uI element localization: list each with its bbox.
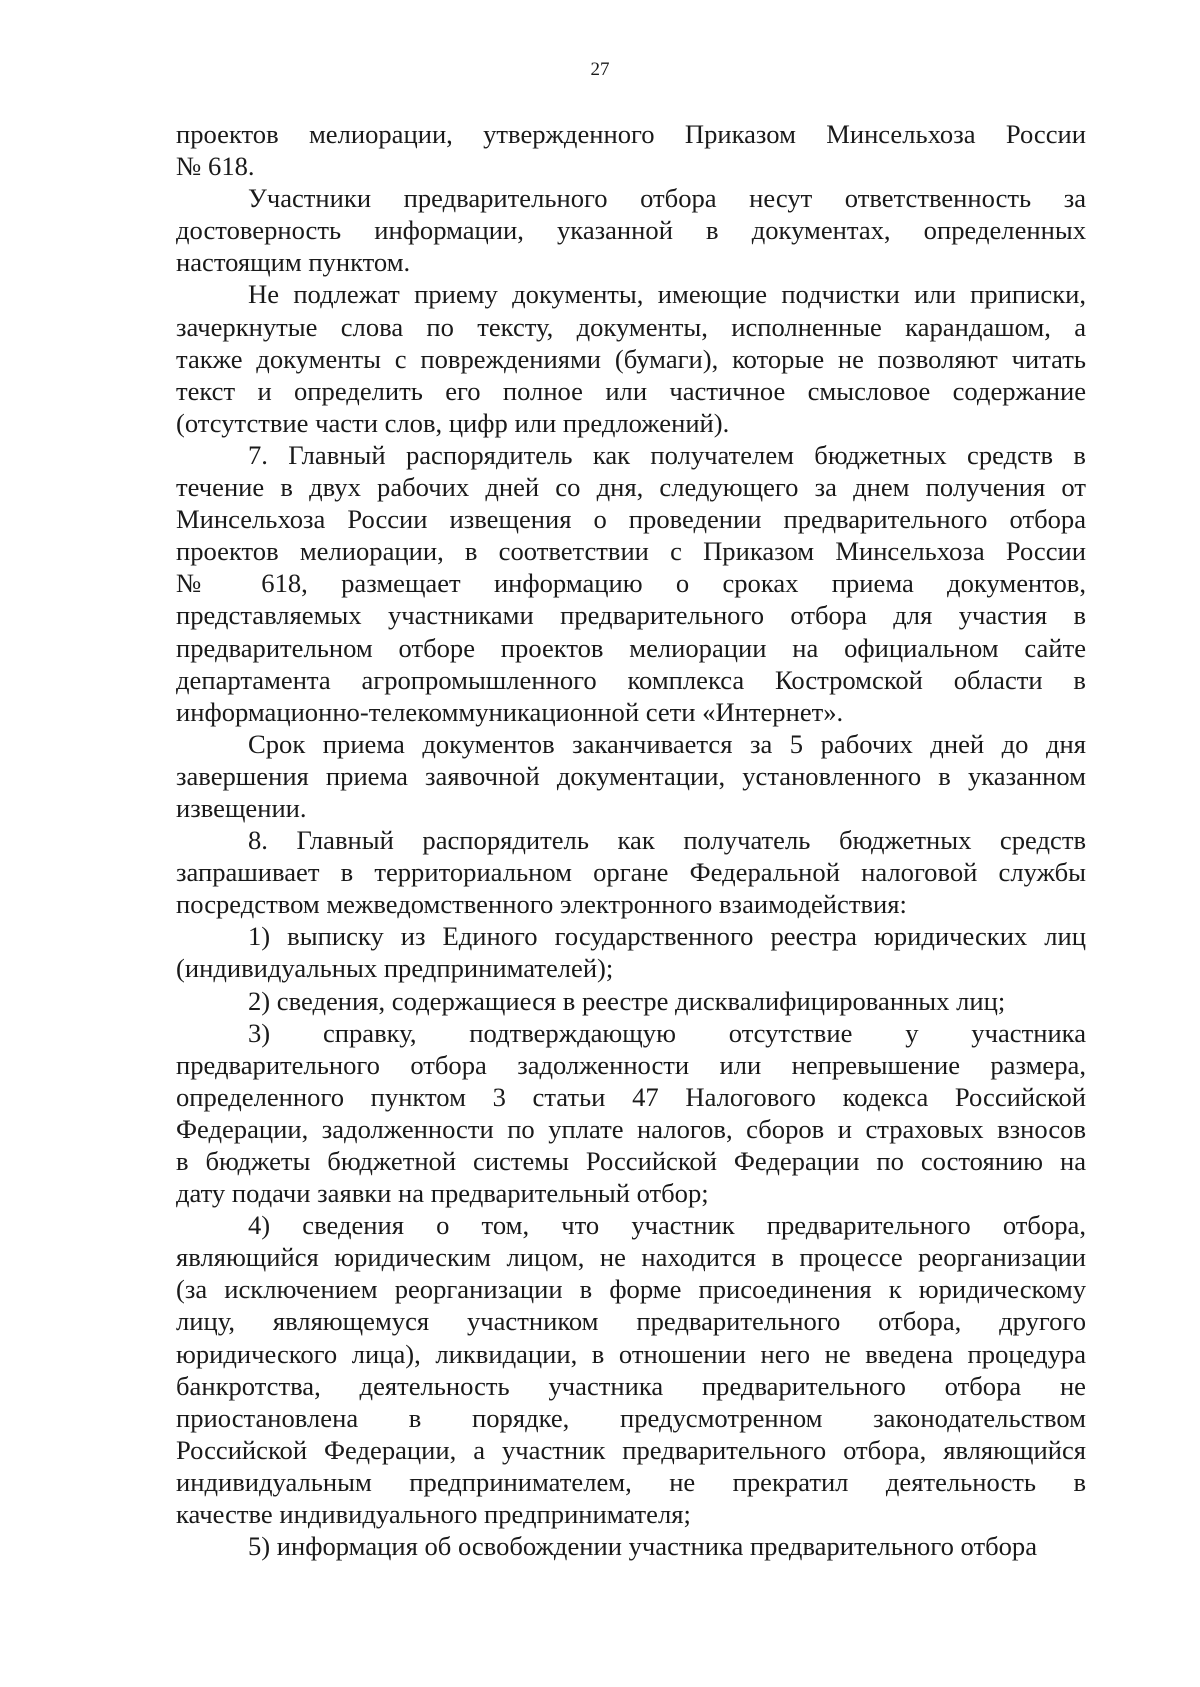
text-line: представляемых участниками предварительного отбора для участия в: [176, 600, 1086, 631]
text-line: предварительном отборе проектов мелиорации на официальном сайте: [176, 632, 1086, 663]
text-line: в бюджеты бюджетной системы Российской Федерации по состоянию на: [176, 1146, 1086, 1176]
text-line: извещении.: [176, 792, 307, 823]
text-line: достоверность информации, указанной в документах, определенных: [176, 215, 1086, 246]
text-line: департамента агропромышленного комплекса Костромской области в: [176, 664, 1086, 695]
text-line: 4) сведения о том, что участник предварительного отбора,: [248, 1210, 1086, 1241]
text-line: 2) сведения, содержащиеся в реестре дисквалифицированных лиц;: [248, 985, 1006, 1016]
text-line: информационно-телекоммуникационной сети «Интернет».: [176, 696, 844, 727]
page-number: 27: [590, 59, 610, 80]
text-line: (отсутствие части слов, цифр или предложений).: [176, 407, 730, 438]
text-line: Срок приема документов заканчивается за 5 рабочих дней до дня: [248, 728, 1086, 759]
text-line: 5) информация об освобождении участника предварительного отбора: [248, 1531, 1038, 1562]
text-line: 8. Главный распорядитель как получатель бюджетных средств: [248, 825, 1086, 856]
text-line: Федерации, задолженности по уплате налогов, сборов и страховых взносов: [176, 1113, 1086, 1144]
text-line: качестве индивидуального предпринимателя;: [176, 1499, 691, 1530]
text-line: проектов мелиорации, утвержденного Приказом Минсельхоза России: [176, 119, 1086, 149]
text-line: зачеркнутые слова по тексту, документы, исполненные карандашом, а: [176, 311, 1086, 342]
text-line: 3) справку, подтверждающую отсутствие у участника: [248, 1017, 1086, 1048]
text-line: предварительного отбора задолженности или непревышение размера,: [176, 1049, 1086, 1080]
document-body: [176, 118, 1086, 1562]
text-line: запрашивает в территориальном органе Федеральной налоговой службы: [176, 857, 1086, 888]
text-line: Не подлежат приему документы, имеющие подчистки или приписки,: [248, 279, 1086, 310]
text-line: настоящим пунктом.: [176, 247, 411, 278]
text-line: № 618.: [176, 151, 255, 182]
text-line: 1) выписку из Единого государственного реестра юридических лиц: [248, 921, 1086, 952]
text-line: приостановлена в порядке, предусмотренном законодательством: [176, 1402, 1086, 1433]
text-line: 7. Главный распорядитель как получателем бюджетных средств в: [248, 439, 1086, 470]
text-line: (за исключением реорганизации в форме присоединения к юридическому: [176, 1274, 1086, 1305]
text-line: завершения приема заявочной документации, установленного в указанном: [176, 760, 1086, 791]
text-line: проектов мелиорации, в соответствии с Приказом Минсельхоза России: [176, 536, 1086, 567]
text-line: лицу, являющемуся участником предварительного отбора, другого: [176, 1306, 1086, 1337]
text-line: Российской Федерации, а участник предварительного отбора, являющийся: [176, 1434, 1086, 1465]
text-line: являющийся юридическим лицом, не находится в процессе реорганизации: [176, 1242, 1086, 1273]
text-line: определенного пунктом 3 статьи 47 Налогового кодекса Российской: [176, 1081, 1086, 1112]
text-line: Минсельхоза России извещения о проведении предварительного отбора: [176, 504, 1086, 535]
text-line: № 618, размещает информацию о сроках приема документов,: [176, 568, 1086, 599]
text-line: дату подачи заявки на предварительный отбор;: [176, 1178, 709, 1209]
text-line: (индивидуальных предпринимателей);: [176, 953, 614, 984]
text-line: юридического лица), ликвидации, в отношении него не введена процедура: [176, 1338, 1086, 1369]
text-line: индивидуальным предпринимателем, не прекратил деятельность в: [176, 1466, 1086, 1497]
text-line: текст и определить его полное или частичное смысловое содержание: [176, 375, 1086, 406]
text-line: посредством межведомственного электронного взаимодействия:: [176, 889, 907, 920]
text-line: также документы с повреждениями (бумаги), которые не позволяют читать: [176, 343, 1086, 374]
text-line: течение в двух рабочих дней со дня, следующего за днем получения от: [176, 472, 1086, 503]
text-line: Участники предварительного отбора несут ответственность за: [248, 183, 1086, 214]
text-line: банкротства, деятельность участника предварительного отбора не: [176, 1370, 1086, 1401]
